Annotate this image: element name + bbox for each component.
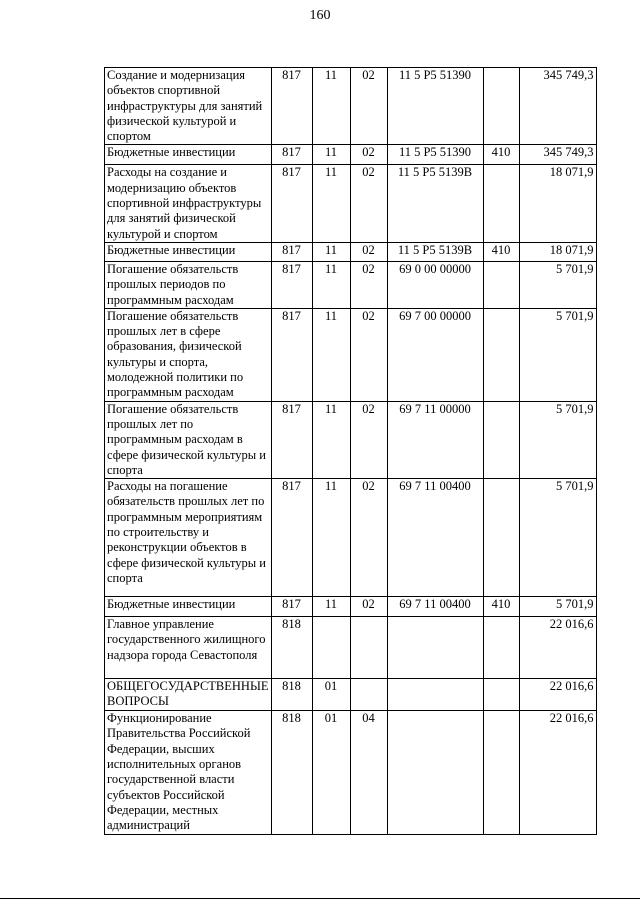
row-expense-type	[483, 261, 519, 308]
row-amount: 5 701,9	[519, 261, 596, 308]
row-grbs: 818	[271, 711, 312, 834]
row-amount: 5 701,9	[519, 308, 596, 401]
row-amount: 22 016,6	[519, 711, 596, 834]
row-section: 11	[312, 308, 350, 401]
row-target-article: 69 7 11 00000	[387, 401, 483, 478]
row-expense-type	[483, 165, 519, 242]
row-amount: 5 701,9	[519, 479, 596, 597]
row-grbs: 817	[271, 597, 312, 617]
row-expense-type	[483, 679, 519, 711]
row-section: 11	[312, 165, 350, 242]
table-row	[105, 68, 597, 145]
row-target-article	[387, 617, 483, 679]
table-row	[105, 597, 597, 617]
row-target-article: 11 5 Р5 5139В	[387, 242, 483, 261]
row-section: 11	[312, 597, 350, 617]
row-name: Главное управление государственного жилищного надзора города Севастополя	[105, 617, 272, 679]
row-grbs: 817	[271, 242, 312, 261]
table-row	[105, 242, 597, 261]
table-row	[105, 711, 597, 834]
row-subsection: 02	[350, 401, 387, 478]
row-amount: 5 701,9	[519, 597, 596, 617]
row-target-article: 11 5 Р5 51390	[387, 68, 483, 145]
table-row	[105, 479, 597, 597]
row-target-article	[387, 679, 483, 711]
row-section: 11	[312, 479, 350, 597]
row-expense-type	[483, 617, 519, 679]
row-name: Погашение обязательств прошлых лет по программным расходам в сфере физической культуры и спорта	[105, 401, 272, 478]
row-section: 11	[312, 401, 350, 478]
row-expense-type	[483, 711, 519, 834]
budget-table	[104, 67, 597, 835]
row-target-article: 69 7 00 00000	[387, 308, 483, 401]
row-subsection: 02	[350, 145, 387, 165]
page-bottom-rule	[0, 898, 640, 899]
row-name: Бюджетные инвестиции	[105, 597, 272, 617]
row-target-article	[387, 711, 483, 834]
row-section: 01	[312, 711, 350, 834]
row-amount: 18 071,9	[519, 242, 596, 261]
row-section: 01	[312, 679, 350, 711]
row-name: Погашение обязательств прошлых лет в сфере образования, физической культуры и спорта, молодежной политики по программным расходам	[105, 308, 272, 401]
row-name: Функционирование Правительства Российской Федерации, высших исполнительных органов государственной власти субъектов Российской Федерации, местных администраций	[105, 711, 272, 834]
row-grbs: 817	[271, 401, 312, 478]
row-grbs: 817	[271, 479, 312, 597]
row-name: Бюджетные инвестиции	[105, 242, 272, 261]
row-target-article: 69 0 00 00000	[387, 261, 483, 308]
row-grbs: 817	[271, 308, 312, 401]
row-subsection	[350, 617, 387, 679]
table-row	[105, 165, 597, 242]
row-grbs: 817	[271, 165, 312, 242]
row-subsection: 02	[350, 597, 387, 617]
row-subsection	[350, 679, 387, 711]
row-grbs: 817	[271, 145, 312, 165]
row-subsection: 02	[350, 68, 387, 145]
table-row	[105, 401, 597, 478]
row-expense-type	[483, 401, 519, 478]
row-expense-type	[483, 308, 519, 401]
table-row	[105, 261, 597, 308]
table-row	[105, 145, 597, 165]
row-name: Создание и модернизация объектов спортивной инфраструктуры для занятий физической культурой и спортом	[105, 68, 272, 145]
row-name: Расходы на создание и модернизацию объектов спортивной инфраструктуры для занятий физической культурой и спортом	[105, 165, 272, 242]
row-amount: 22 016,6	[519, 617, 596, 679]
row-expense-type: 410	[483, 145, 519, 165]
row-target-article: 69 7 11 00400	[387, 479, 483, 597]
row-amount: 345 749,3	[519, 145, 596, 165]
row-name: Погашение обязательств прошлых периодов по программным расходам	[105, 261, 272, 308]
row-amount: 18 071,9	[519, 165, 596, 242]
row-section: 11	[312, 145, 350, 165]
row-grbs: 817	[271, 261, 312, 308]
row-target-article: 69 7 11 00400	[387, 597, 483, 617]
row-name: Бюджетные инвестиции	[105, 145, 272, 165]
row-section: 11	[312, 68, 350, 145]
row-amount: 22 016,6	[519, 679, 596, 711]
row-name: ОБЩЕГОСУДАРСТВЕННЫЕ ВОПРОСЫ	[105, 679, 272, 711]
table-row	[105, 308, 597, 401]
row-target-article: 11 5 Р5 51390	[387, 145, 483, 165]
row-subsection: 02	[350, 261, 387, 308]
row-name: Расходы на погашение обязательств прошлых лет по программным мероприятиям по строительству и реконструкции объектов в сфере физической культуры и спорта	[105, 479, 272, 597]
table-row	[105, 617, 597, 679]
row-subsection: 04	[350, 711, 387, 834]
row-expense-type	[483, 479, 519, 597]
row-expense-type: 410	[483, 597, 519, 617]
row-section	[312, 617, 350, 679]
row-subsection: 02	[350, 479, 387, 597]
row-grbs: 818	[271, 679, 312, 711]
row-grbs: 818	[271, 617, 312, 679]
row-grbs: 817	[271, 68, 312, 145]
row-expense-type: 410	[483, 242, 519, 261]
row-section: 11	[312, 261, 350, 308]
table-row	[105, 679, 597, 711]
page-number: 160	[309, 8, 331, 23]
row-subsection: 02	[350, 165, 387, 242]
row-amount: 345 749,3	[519, 68, 596, 145]
row-expense-type	[483, 68, 519, 145]
row-target-article: 11 5 Р5 5139В	[387, 165, 483, 242]
row-amount: 5 701,9	[519, 401, 596, 478]
row-subsection: 02	[350, 242, 387, 261]
row-section: 11	[312, 242, 350, 261]
row-subsection: 02	[350, 308, 387, 401]
